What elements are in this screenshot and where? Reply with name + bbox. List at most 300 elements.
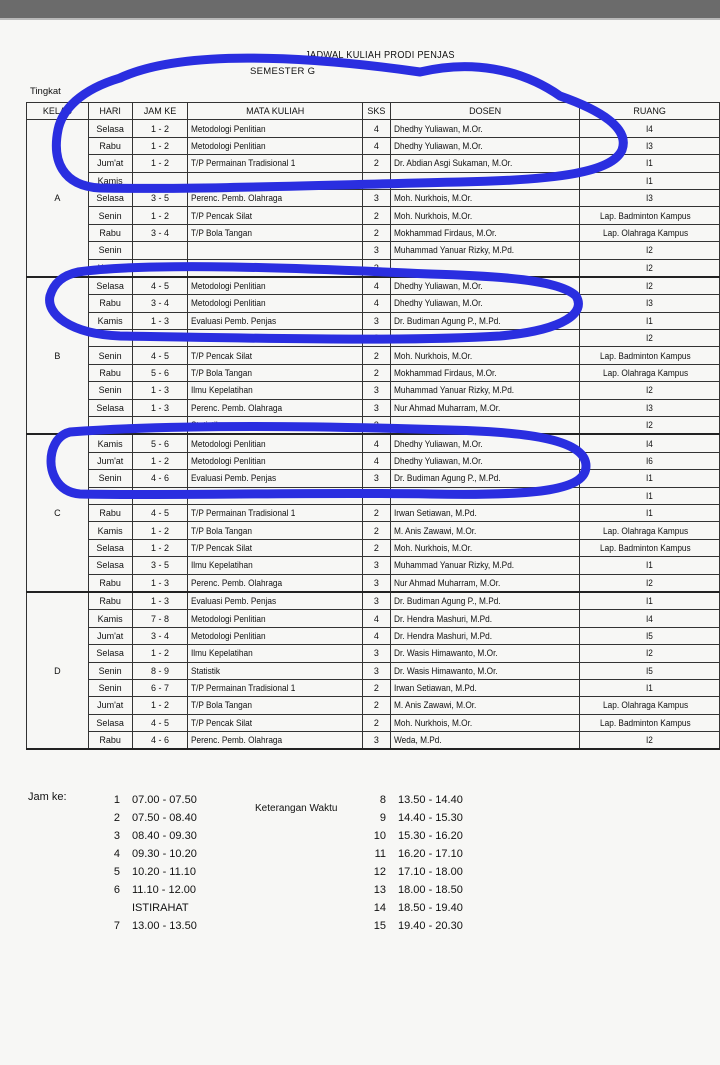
mata-kuliah-cell-text: Evaluasi Pemb. Penjas (191, 315, 277, 326)
sks-cell (362, 645, 390, 662)
table-row (27, 714, 720, 731)
sks-cell (362, 522, 390, 539)
legend-row (364, 863, 463, 881)
hari-cell-text: Kamis (97, 315, 123, 326)
dosen-cell (390, 155, 579, 172)
jam-cell-text: 1 - 2 (151, 648, 170, 659)
hari-cell-text: Selasa (96, 717, 124, 728)
ruang-cell-text: I3 (645, 402, 653, 413)
dosen-cell-text: Muhammad Yanuar Rizky, M.Pd. (393, 245, 514, 256)
mata-kuliah-cell-text: Tradisional 1 (191, 333, 239, 344)
ruang-cell (580, 434, 720, 452)
dosen-cell (390, 592, 579, 610)
mata-kuliah-cell-text: Perenc. Pemb. Olahraga (191, 193, 283, 204)
dosen-cell-text: Irwan Setiawan, M.Pd. (393, 683, 477, 694)
mata-kuliah-cell (188, 312, 362, 329)
mata-kuliah-cell-text: Perenc. Pemb. Olahraga (191, 735, 283, 746)
jam-cell-text: 1 - 2 (151, 456, 170, 466)
jam-cell-text: 3 - 4 (151, 298, 170, 309)
mata-kuliah-cell (188, 714, 362, 731)
hari-cell-text: Jum'at (97, 456, 124, 466)
sks-cell (362, 155, 390, 172)
ruang-cell-text: I3 (645, 193, 653, 204)
ruang-cell-text: I1 (645, 490, 653, 501)
sks-cell (362, 610, 390, 627)
hari-cell (88, 207, 132, 224)
legend-row (98, 791, 197, 809)
table-row (27, 155, 720, 172)
jam-cell-text: 6 - 7 (151, 683, 170, 694)
jam-cell (132, 487, 188, 504)
sks-cell-text: 3 (373, 385, 379, 396)
jam-cell-text: 7 - 8 (151, 613, 170, 624)
hari-cell-text: Senin (98, 665, 122, 676)
hari-cell (88, 242, 132, 259)
hari-cell-text: Selasa (96, 281, 124, 292)
legend-row (364, 899, 463, 917)
ruang-cell-text: I2 (645, 420, 653, 431)
dosen-cell (390, 452, 579, 469)
sks-cell (362, 417, 390, 435)
jam-cell-text: 1 - 2 (151, 542, 170, 553)
table-row (27, 610, 720, 627)
hari-cell-text: Selasa (96, 193, 124, 204)
sks-cell-text: 2 (373, 210, 379, 221)
table-row (27, 295, 720, 312)
ruang-cell-text: I2 (645, 385, 653, 396)
mata-kuliah-cell (188, 155, 362, 172)
sks-cell (362, 452, 390, 469)
hari-cell-text: Rabu (99, 298, 121, 309)
dosen-cell-text: Dr. Wasis Himawanto, M.Or. (393, 665, 498, 676)
sks-cell-text: 2 (373, 508, 379, 519)
dosen-cell (390, 662, 579, 679)
ruang-cell (580, 155, 720, 172)
mata-kuliah-cell (188, 557, 362, 574)
mata-kuliah-cell-text: T/P Bola Tangan (191, 700, 253, 711)
jam-number: 9 (379, 812, 386, 824)
hari-cell (88, 574, 132, 592)
hari-cell (88, 382, 132, 399)
sks-cell (362, 732, 390, 750)
jam-cell (132, 137, 188, 154)
sks-cell-text: 3 (373, 560, 379, 571)
mata-kuliah-cell-text: Metodologi Penlitian (191, 298, 267, 309)
dosen-cell (390, 137, 579, 154)
sks-cell (362, 277, 390, 295)
viewer-top-bar (0, 0, 720, 20)
jam-time: 15.30 - 16.20 (398, 830, 463, 842)
jam-cell (132, 155, 188, 172)
jam-cell (132, 557, 188, 574)
dosen-cell-text: Dr. Budiman Agung P., M.Pd. (393, 473, 501, 484)
mata-kuliah-cell (188, 137, 362, 154)
mata-kuliah-cell-text: T/P Bola Tangan (191, 368, 253, 379)
ruang-cell (580, 137, 720, 154)
hari-cell (88, 137, 132, 154)
hari-cell (88, 610, 132, 627)
table-row (27, 627, 720, 644)
table-row (27, 399, 720, 416)
dosen-cell-text: Weda, M.Pd. (393, 735, 442, 746)
legend-row (364, 827, 463, 845)
mata-kuliah-cell-text: Metodologi Penlitian (191, 438, 267, 449)
dosen-cell (390, 364, 579, 381)
sks-cell-text: 3 (373, 262, 379, 273)
jam-cell-text: 1 - 2 (151, 123, 170, 134)
mata-kuliah-cell-text: Perenc. Pemb. Olahraga (191, 402, 283, 413)
sks-cell-text: 2 (373, 700, 379, 711)
jam-cell (132, 662, 188, 679)
dosen-cell (390, 610, 579, 627)
sks-cell-text: 2 (373, 227, 379, 238)
table-row (27, 679, 720, 696)
legend-row (98, 881, 197, 899)
mata-kuliah-cell (188, 522, 362, 539)
dosen-cell-text: Muhammad Yanuar Rizky, M.Pd. (393, 560, 514, 571)
hari-cell-text: Kamis (97, 175, 123, 186)
hari-cell-text: Senin (98, 245, 122, 256)
table-row (27, 259, 720, 277)
hari-cell-text: Senin (98, 683, 122, 694)
table-row (27, 277, 720, 295)
jam-cell-text: 1 - 2 (151, 140, 170, 151)
jam-cell-text: 5 - 6 (151, 368, 170, 379)
dosen-cell-text: Dhedhy Yuliawan, M.Or. (393, 123, 483, 134)
table-row (27, 732, 720, 750)
table-row (27, 120, 720, 137)
hari-cell (88, 330, 132, 347)
jam-cell-text: 3 - 4 (151, 630, 170, 641)
legend-row (98, 845, 197, 863)
jam-cell (132, 224, 188, 241)
hari-cell-text: Jum'at (97, 158, 124, 169)
hari-cell (88, 487, 132, 504)
table-row (27, 452, 720, 469)
legend-title: Keterangan Waktu (255, 803, 338, 814)
ruang-cell-text: I6 (645, 456, 653, 466)
jam-time: 18.50 - 19.40 (398, 902, 463, 914)
sks-cell (362, 679, 390, 696)
tingkat-label: Tingkat (30, 86, 61, 97)
jam-cell (132, 295, 188, 312)
jam-cell (132, 504, 188, 521)
ruang-cell-text: I2 (645, 648, 653, 659)
jam-number: 6 (113, 884, 120, 896)
hari-cell-text: Kamis (97, 262, 123, 273)
sks-cell (362, 172, 390, 189)
sks-cell (362, 399, 390, 416)
dosen-cell-text: Dr. Hendra Mashuri, M.Pd. (393, 630, 492, 641)
jam-cell (132, 697, 188, 714)
legend-left-column (98, 791, 197, 935)
ruang-cell (580, 522, 720, 539)
sks-cell-text: 3 (373, 245, 379, 256)
dosen-cell (390, 295, 579, 312)
mata-kuliah-cell (188, 679, 362, 696)
jam-time: 10.20 - 11.10 (132, 866, 197, 878)
sks-cell-text: 3 (373, 193, 379, 204)
jam-cell (132, 645, 188, 662)
ruang-cell-text: I2 (645, 281, 653, 292)
dosen-cell-text: Dhedhy Yuliawan, M.Or. (393, 438, 483, 449)
ruang-cell-text: I1 (645, 560, 653, 571)
mata-kuliah-cell-text: Metodologi Penlitian (191, 456, 267, 466)
mata-kuliah-cell (188, 224, 362, 241)
document-subtitle: SEMESTER G (250, 66, 316, 77)
ruang-cell-text: I4 (645, 438, 653, 449)
sks-cell-text: 3 (373, 665, 379, 676)
jam-number: 5 (113, 866, 120, 878)
ruang-cell (580, 732, 720, 750)
jam-cell-text: 8 - 9 (151, 665, 170, 676)
table-row (27, 522, 720, 539)
hari-cell-text: Selasa (96, 648, 124, 659)
hari-cell (88, 452, 132, 469)
dosen-cell-text: Moh. Nurkhois, M.Or. (393, 717, 473, 728)
mata-kuliah-cell (188, 627, 362, 644)
table-row (27, 574, 720, 592)
jam-cell (132, 417, 188, 435)
sks-cell-text: 4 (373, 123, 379, 134)
table-row (27, 364, 720, 381)
ruang-cell-text: I1 (645, 508, 653, 519)
sks-cell-text: 3 (373, 473, 379, 484)
hari-cell (88, 697, 132, 714)
ruang-cell (580, 189, 720, 206)
jam-time: 13.50 - 14.40 (398, 794, 463, 806)
mata-kuliah-cell (188, 347, 362, 364)
jam-time: 07.00 - 07.50 (132, 794, 197, 806)
dosen-cell-text: Dr. Budiman Agung P., M.Pd. (393, 315, 501, 326)
sks-cell (362, 259, 390, 277)
jam-time: 16.20 - 17.10 (398, 848, 463, 860)
jam-cell (132, 610, 188, 627)
jam-number: 8 (379, 794, 386, 806)
hari-cell-text: Rabu (99, 735, 121, 746)
sks-cell (362, 242, 390, 259)
table-row (27, 557, 720, 574)
mata-kuliah-cell-text: Evaluasi Pemb. Penjas (191, 473, 277, 484)
dosen-cell (390, 224, 579, 241)
jam-cell (132, 259, 188, 277)
jam-cell-text: 4 - 6 (151, 473, 170, 484)
jam-time: 09.30 - 10.20 (132, 848, 197, 860)
table-row (27, 470, 720, 487)
jam-cell (132, 574, 188, 592)
hari-cell (88, 434, 132, 452)
jam-cell (132, 539, 188, 556)
table-row (27, 347, 720, 364)
ruang-cell-text: I5 (645, 630, 653, 641)
hari-cell (88, 277, 132, 295)
sks-cell (362, 470, 390, 487)
sks-cell-text: 3 (373, 420, 379, 431)
hari-cell (88, 732, 132, 750)
hari-cell (88, 259, 132, 277)
hari-cell (88, 399, 132, 416)
dosen-cell (390, 120, 579, 137)
mata-kuliah-cell-text: T/P Permainan Tradisional 1 (191, 158, 296, 169)
table-row (27, 417, 720, 435)
jam-number: 4 (113, 848, 120, 860)
sks-cell-text: 3 (373, 596, 379, 607)
sks-cell (362, 330, 390, 347)
sks-cell-text: 2 (373, 350, 379, 361)
table-header-row (27, 103, 720, 120)
mata-kuliah-cell-text: Statistik (191, 665, 221, 676)
ruang-cell (580, 172, 720, 189)
jam-number (98, 899, 132, 917)
hari-cell (88, 539, 132, 556)
hari-cell-text: Rabu (99, 596, 121, 607)
table-row (27, 504, 720, 521)
ruang-cell-text: I4 (645, 123, 653, 134)
ruang-cell (580, 382, 720, 399)
sks-cell (362, 207, 390, 224)
jam-cell-text: 1 - 2 (151, 210, 170, 221)
mata-kuliah-cell-text: T/P Pencak Silat (191, 210, 253, 221)
legend-row (98, 827, 197, 845)
dosen-cell (390, 714, 579, 731)
mata-kuliah-cell (188, 574, 362, 592)
sks-cell-text: 3 (373, 315, 379, 326)
hari-cell-text: Jum'at (97, 700, 124, 711)
ruang-cell-text: I1 (645, 683, 653, 694)
dosen-cell (390, 487, 579, 504)
ruang-cell (580, 487, 720, 504)
mata-kuliah-cell (188, 295, 362, 312)
jam-number: 10 (373, 830, 386, 842)
table-row (27, 242, 720, 259)
dosen-cell (390, 259, 579, 277)
mata-kuliah-cell (188, 504, 362, 521)
sks-cell-text: 2 (373, 158, 379, 169)
sks-cell (362, 557, 390, 574)
jam-number: 12 (373, 866, 386, 878)
ruang-cell-text: I1 (645, 315, 653, 326)
legend-right-column (364, 791, 463, 935)
ruang-cell (580, 714, 720, 731)
mata-kuliah-cell (188, 470, 362, 487)
dosen-cell-text: Dr. Budiman Agung P., M.Pd. (393, 596, 501, 607)
sks-cell-text: 2 (373, 542, 379, 553)
table-row (27, 382, 720, 399)
ruang-cell-text: I1 (645, 596, 653, 607)
hari-cell-text: Senin (98, 473, 122, 484)
dosen-cell (390, 434, 579, 452)
table-row (27, 137, 720, 154)
hari-cell (88, 155, 132, 172)
sks-cell (362, 364, 390, 381)
mata-kuliah-cell-text: Evaluasi Pemb. Penjas (191, 596, 277, 607)
ruang-cell-text: Lap. Olahraga Kampus (603, 525, 689, 536)
ruang-cell (580, 610, 720, 627)
jam-cell-text: 1 - 3 (151, 402, 170, 413)
dosen-cell (390, 539, 579, 556)
sks-cell (362, 714, 390, 731)
dosen-cell-text: Dhedhy Yuliawan, M.Or. (393, 456, 483, 466)
dosen-cell-text: Moh. Nurkhois, M.Or. (393, 193, 473, 204)
ruang-cell-text: I2 (645, 245, 653, 256)
table-row (27, 592, 720, 610)
kelas-cell: A (27, 120, 89, 277)
dosen-cell (390, 679, 579, 696)
table-row (27, 189, 720, 206)
ruang-cell-text: Lap. Badminton Kampus (600, 350, 692, 361)
hari-cell (88, 224, 132, 241)
jam-number: 7 (113, 920, 120, 932)
ruang-cell (580, 330, 720, 347)
kelas-cell: D (27, 592, 89, 750)
ruang-cell-text: Lap. Olahraga Kampus (603, 700, 689, 711)
ruang-cell (580, 627, 720, 644)
dosen-cell-text: Dhedhy Yuliawan, M.Or. (393, 298, 483, 309)
legend-row (98, 917, 197, 935)
ruang-cell-text: I2 (645, 735, 653, 746)
table-row (27, 312, 720, 329)
ruang-cell-text: Lap. Olahraga Kampus (603, 227, 689, 238)
hari-cell-text: Senin (98, 385, 122, 396)
legend-row (98, 899, 197, 917)
mata-kuliah-cell (188, 645, 362, 662)
col-header-ruang: RUANG (580, 103, 720, 120)
ruang-cell (580, 697, 720, 714)
mata-kuliah-cell (188, 732, 362, 750)
hari-cell-text: Rabu (99, 140, 121, 151)
mata-kuliah-cell (188, 242, 362, 259)
dosen-cell-text: Moh. Nurkhois, M.Or. (393, 210, 473, 221)
jam-number: 2 (113, 812, 120, 824)
hari-cell-text: Senin (98, 210, 122, 221)
jam-cell (132, 189, 188, 206)
sks-cell (362, 347, 390, 364)
ruang-cell-text: I4 (645, 613, 653, 624)
mata-kuliah-cell (188, 364, 362, 381)
hari-cell-text: Jum'at (97, 630, 124, 641)
hari-cell (88, 714, 132, 731)
hari-cell-text: Rabu (99, 227, 121, 238)
sks-cell-text: 3 (373, 402, 379, 413)
legend-row (364, 845, 463, 863)
hari-cell (88, 662, 132, 679)
hari-cell-text: Rabu (99, 508, 121, 519)
dosen-cell-text: Dr. Hendra Mashuri, M.Pd. (393, 613, 492, 624)
kelas-cell: B (27, 277, 89, 435)
table-row (27, 224, 720, 241)
table-row (27, 487, 720, 504)
ruang-cell-text: I2 (645, 333, 653, 344)
jam-cell-text: 3 - 4 (151, 227, 170, 238)
jam-time: 17.10 - 18.00 (398, 866, 463, 878)
ruang-cell-text: I2 (645, 262, 653, 273)
dosen-cell-text: Dr. Wasis Himawanto, M.Or. (393, 648, 498, 659)
sks-cell-text: 3 (373, 648, 379, 659)
sks-cell-text: 2 (373, 368, 379, 379)
jam-cell (132, 679, 188, 696)
dosen-cell (390, 347, 579, 364)
ruang-cell-text: I1 (645, 158, 653, 169)
hari-cell (88, 417, 132, 435)
sks-cell (362, 504, 390, 521)
hari-cell (88, 120, 132, 137)
table-row (27, 539, 720, 556)
ruang-cell (580, 207, 720, 224)
jam-cell-text: 1 - 2 (151, 158, 170, 169)
jam-cell-text: 3 - 5 (151, 193, 170, 204)
mata-kuliah-cell (188, 259, 362, 277)
sks-cell-text: 4 (373, 456, 379, 466)
